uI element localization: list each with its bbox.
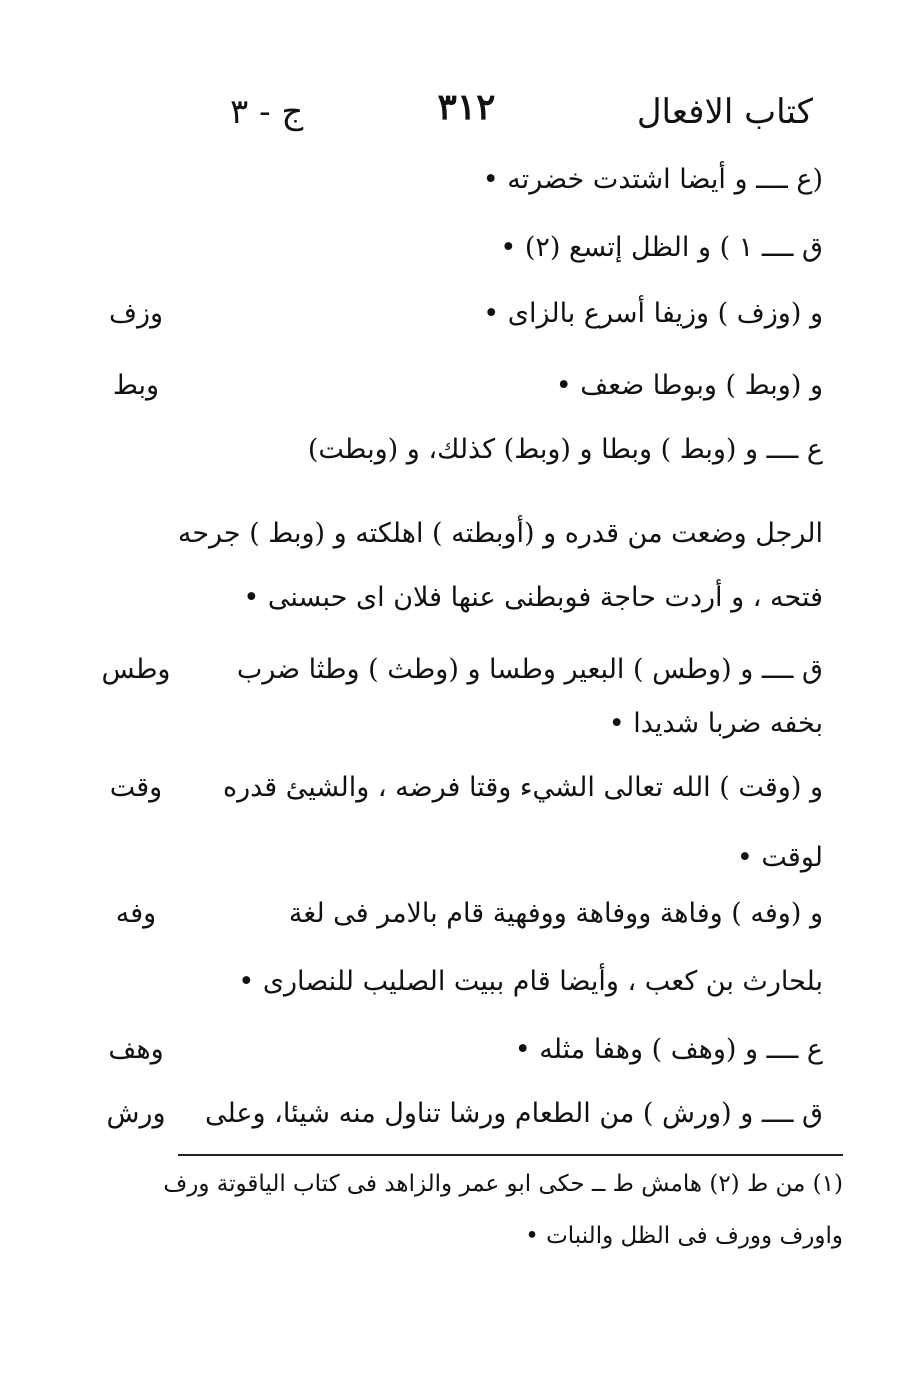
- volume-label: ج - ٣: [230, 92, 304, 132]
- text-line: و (وبط ) وبوطا ضعف •: [555, 370, 823, 401]
- text-line: ع ــــ و (وهف ) وهفا مثله •: [514, 1034, 823, 1065]
- margin-word: وفه: [115, 898, 157, 929]
- margin-word: وقت: [109, 772, 163, 803]
- text-line: و (وقت ) الله تعالى الشيء وقتا فرضه ، والشيئ قدره: [222, 772, 823, 803]
- text-line: الرجل وضعت من قدره و (أوبطته ) اهلكته و (وبط ) جرحه: [177, 518, 823, 549]
- running-title: كتاب الافعال: [636, 92, 813, 132]
- text-line: ق ــــ ١ ) و الظل إتسع (٢) •: [500, 232, 823, 263]
- text-line: فتحه ، و أردت حاجة فوبطنى عنها فلان اى حبسنى •: [243, 582, 823, 613]
- text-line: و (وفه ) وفاهة ووفاهة ووفهية قام بالامر فى لغة: [288, 898, 823, 929]
- margin-word: وطس: [101, 654, 171, 685]
- margin-word: وبط: [112, 370, 160, 401]
- footnote-line: واورف وورف فى الظل والنبات •: [525, 1223, 843, 1249]
- margin-word: ورش: [106, 1098, 166, 1129]
- page-number: ٣١٢: [437, 86, 496, 128]
- text-line: بخفه ضربا شديدا •: [608, 708, 823, 739]
- text-line: ق ــــ و (ورش ) من الطعام ورشا تناول منه شيئا، وعلى: [204, 1098, 823, 1129]
- text-line: ق ــــ و (وطس ) البعير وطسا و (وطث ) وطثا ضرب: [236, 654, 823, 685]
- text-line: و (وزف ) وزيفا أسرع بالزاى •: [483, 298, 823, 329]
- footnote-line: (١) من ط (٢) هامش ط ــ حكى ابو عمر والزاهد فى كتاب الياقوتة ورف: [163, 1171, 843, 1197]
- margin-word: وهف: [108, 1034, 164, 1065]
- margin-word: وزف: [108, 298, 164, 329]
- text-line: لوقت •: [736, 842, 823, 873]
- text-line: (ع ــــ و أيضا اشتدت خضرته •: [482, 164, 823, 195]
- footnote-divider: [178, 1154, 843, 1156]
- text-line: بلحارث بن كعب ، وأيضا قام ببيت الصليب للنصارى •: [238, 966, 823, 997]
- text-line: ع ــــ و (وبط ) وبطا و (وبط) كذلك، و (وبطت): [307, 434, 823, 465]
